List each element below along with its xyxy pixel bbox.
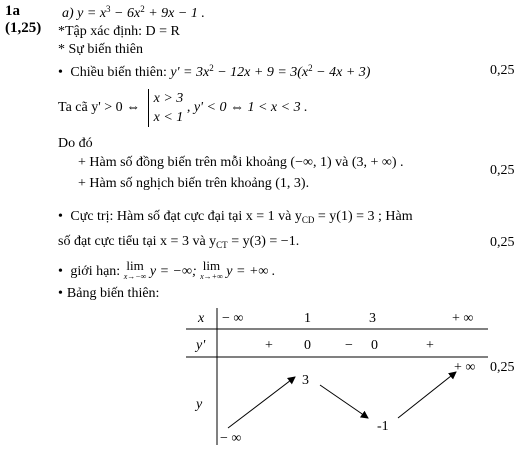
y-value-min: -1 — [377, 419, 389, 434]
sign-plus-2: + — [426, 338, 434, 353]
score-1: 0,25 — [490, 63, 515, 78]
decreasing-interval: + Hàm số nghịch biến trên khoảng (1, 3). — [78, 176, 310, 191]
x-value-neg-inf: − ∞ — [222, 311, 244, 326]
minimum-line: số đạt cực tiểu tại x = 3 và $y_{CT} = y(3) = -1$. — [58, 234, 300, 250]
y-value-pos-inf: + ∞ — [454, 360, 476, 375]
conclusion-label: Do đó — [58, 136, 93, 151]
zero-1: 0 — [304, 338, 311, 353]
y-value-neg-inf: − ∞ — [220, 431, 242, 446]
limits-line: • giới hạn: lim x→−∞ y = −∞; lim x→+∞ y = +∞ . — [58, 259, 275, 281]
sign-analysis: Ta cã y' > 0 ⇔ x > 3 x < 1 , y' < 0 ⇔ 1 < x < 3 . — [58, 91, 308, 125]
derivative-line: • Chiều biến thiên: $y' = 3x^2 - 12x + 9 = 3(x^2 - 4x + 3)$ — [58, 66, 370, 80]
x-value-pos-inf: + ∞ — [452, 311, 474, 326]
sign-plus-1: + — [265, 338, 273, 353]
zero-2: 0 — [371, 338, 378, 353]
increase-arrow-2 — [398, 372, 456, 418]
domain-line: *Tập xác định: D = R — [58, 24, 180, 39]
row-label-x: x — [198, 311, 205, 326]
score-4: 0,25 — [490, 360, 515, 375]
x-value-1: 1 — [304, 311, 311, 326]
decrease-arrow — [320, 385, 368, 418]
x-value-3: 3 — [369, 311, 376, 326]
row-label-yprime: y' — [196, 338, 206, 353]
question-points: (1,25) — [5, 20, 42, 36]
sign-minus: − — [345, 338, 353, 353]
increasing-intervals: + Hàm số đồng biến trên mỗi khoảng (−∞, 1) và (3, + ∞) . — [78, 155, 404, 170]
increase-arrow-1 — [228, 377, 295, 428]
row-label-y: y — [196, 397, 203, 412]
maximum-line: • Cực trị: Hàm số đạt cực đại tại x = 1 và $y_{CD} = y(1) = 3$ ; Hàm — [58, 210, 413, 224]
score-2: 0,25 — [490, 163, 515, 178]
variation-heading: * Sự biến thiên — [58, 42, 143, 57]
question-number: 1a — [5, 3, 20, 19]
y-value-max: 3 — [302, 373, 309, 388]
table-title: • Bảng biến thiên: — [58, 287, 159, 301]
score-3: 0,25 — [490, 235, 515, 250]
function-definition: a) $y = x^3 - 6x^2 + 9x - 1$ . — [62, 4, 205, 21]
